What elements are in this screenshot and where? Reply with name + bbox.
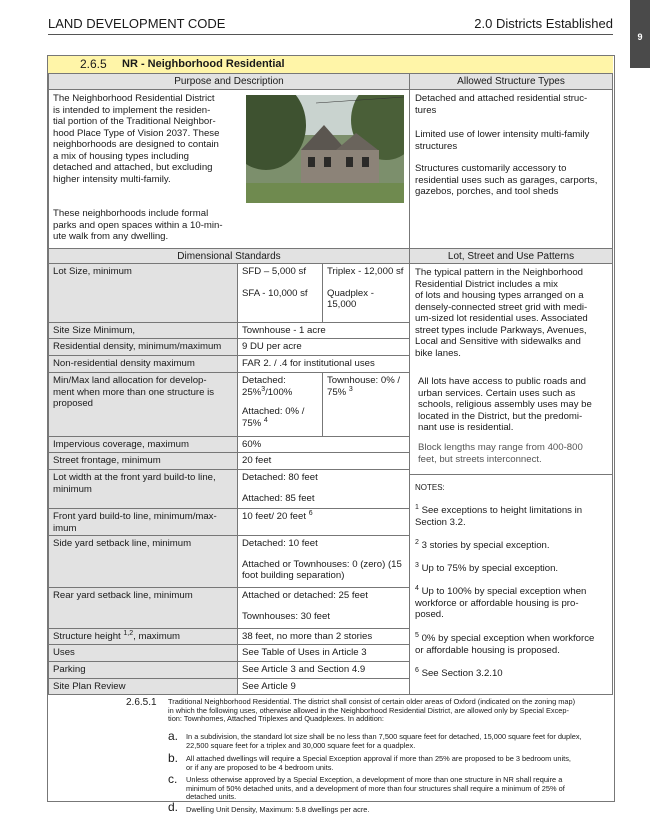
- row-res-density-label: Residential density, minimum/maximum: [48, 338, 238, 356]
- item-a-letter: a.: [168, 729, 179, 743]
- row-frontage-label: Street frontage, minimum: [48, 452, 238, 470]
- note-1: $^1$ See exceptions to height limitations in Section 3.2.: [415, 503, 583, 528]
- allowed-item-3: Structures customarily accessory to residential uses such as garages, carports, gazebos, porches, and tool sheds: [415, 163, 598, 197]
- row-impervious-label: Impervious coverage, maximum: [48, 436, 238, 453]
- item-c-text: Unless otherwise approved by a Special Exception, a development of more than one structure in NR shall require a minimum of 50% detached units, and a development of more than four structures shall require a minimum of 25% of detached units.: [186, 775, 565, 802]
- row-lot-width-value: Detached: 80 feet Attached: 85 feet: [237, 469, 410, 509]
- row-lot-width-label: Lot width at the front yard build-to line, minimum: [48, 469, 238, 509]
- subsection-number: 2.6.5.1: [126, 697, 157, 708]
- allowed-item-1: Detached and attached residential struc- tures: [415, 93, 588, 116]
- purpose-paragraph-1: The Neighborhood Residential District is intended to implement the residen- tial portion of the Traditional Neighbor- hood Place Type of Vision 2037. These neighborhoods are designed to contain a mix of housing types including detached and attached, but excluding higher intensity multi-family.: [53, 93, 220, 185]
- purpose-paragraph-2: These neighborhoods include formal parks and open spaces within a 10-min- ute walk from any dwelling.: [53, 208, 223, 242]
- row-frontage-value: 20 feet: [237, 452, 410, 470]
- allowed-item-2: Limited use of lower intensity multi-family structures: [415, 129, 590, 152]
- row-side-yard-value: Detached: 10 feet Attached or Townhouses: 0 (zero) (15 foot building separation): [237, 535, 410, 588]
- row-rear-yard-label: Rear yard setback line, minimum: [48, 587, 238, 629]
- row-nonres-density-label: Non-residential density maximum: [48, 355, 238, 373]
- row-side-yard-label: Side yard setback line, minimum: [48, 535, 238, 588]
- allowed-heading: Allowed Structure Types: [409, 73, 613, 90]
- row-site-size-value: Townhouse - 1 acre: [237, 322, 410, 339]
- item-d-text: Dwelling Unit Density, Maximum: 5.8 dwellings per acre.: [186, 805, 370, 814]
- row-site-plan-label: Site Plan Review: [48, 678, 238, 695]
- row-uses-label: Uses: [48, 644, 238, 662]
- page-number: 9: [637, 32, 643, 42]
- purpose-heading: Purpose and Description: [48, 73, 410, 90]
- note-6: $^6$ See Section 3.2.10: [415, 666, 503, 679]
- patterns-paragraph-2: All lots have access to public roads and urban services. Certain uses such as schools, religious assembly uses may be located in the District, but the predomi- nant use is residential.: [418, 376, 592, 433]
- row-parking-value: See Article 3 and Section 4.9: [237, 661, 410, 679]
- row-front-yard-label: Front yard build-to line, minimum/max- imum: [48, 508, 238, 536]
- row-site-size-label: Site Size Minimum,: [48, 322, 238, 339]
- dimensional-heading: Dimensional Standards: [48, 248, 410, 264]
- house-photo: [246, 95, 404, 203]
- row-nonres-density-value: FAR 2. / .4 for institutional uses: [237, 355, 410, 373]
- header-left: LAND DEVELOPMENT CODE: [48, 16, 226, 31]
- note-4: $^4$ Up to 100% by special exception when workforce or affordable housing is pro- posed.: [415, 584, 587, 620]
- row-height-label: Structure height $^{1,2}$, maximum: [48, 628, 238, 645]
- patterns-paragraph-3: Block lengths may range from 400-800 feet, but streets interconnect.: [418, 442, 583, 465]
- page-header: [48, 14, 613, 35]
- item-c-letter: c.: [168, 772, 178, 786]
- notes-heading: NOTES:: [415, 483, 445, 492]
- section-title-bar: [48, 56, 613, 74]
- row-allocation-label: Min/Max land allocation for develop- ment when more than one structure is proposed: [48, 372, 238, 437]
- row-site-plan-value: See Article 9: [237, 678, 410, 695]
- row-lot-size-a: SFD – 5,000 sf SFA - 10,000 sf: [237, 263, 323, 323]
- row-rear-yard-value: Attached or detached: 25 feet Townhouses: 30 feet: [237, 587, 410, 629]
- item-d-letter: d.: [168, 800, 179, 814]
- row-lot-size-b: Triplex - 12,000 sf Quadplex - 15,000: [322, 263, 410, 323]
- header-right: 2.0 Districts Established: [474, 16, 613, 31]
- item-b-letter: b.: [168, 751, 179, 765]
- row-lot-size-label: Lot Size, minimum: [48, 263, 238, 323]
- row-parking-label: Parking: [48, 661, 238, 679]
- row-allocation-a: Detached: 25%$^3$/100% Attached: 0% / 75% $^4$: [237, 372, 323, 437]
- row-front-yard-value: 10 feet/ 20 feet $^6$: [237, 508, 410, 536]
- subsection-intro: Traditional Neighborhood Residential. The district shall consist of certain older areas of Oxford (indicated on the zoning map) in which the following uses, otherwise allowed in the Neighborhood Residential District, are allowed only by Special Excep- tion: Townhomes, Attached Triplexes and Quadplexes. In addition:: [168, 697, 576, 724]
- row-res-density-value: 9 DU per acre: [237, 338, 410, 356]
- page-tab: [630, 0, 650, 68]
- row-height-value: 38 feet, no more than 2 stories: [237, 628, 410, 645]
- note-2: $^2$ 3 stories by special exception.: [415, 538, 550, 551]
- section-number: 2.6.5: [80, 57, 107, 71]
- item-b-text: All attached dwellings will require a Special Exception approval if more than 25% are proposed to be 3 bedroom units, or if any are proposed to be 4 bedroom units.: [186, 754, 571, 772]
- item-a-text: In a subdivision, the standard lot size shall be no less than 7,500 square feet for detached, 15,000 square feet for duplex, 22,500 square feet for a triplex and 30,000 square feet for a quadplex.: [186, 732, 582, 750]
- patterns-heading: Lot, Street and Use Patterns: [409, 248, 613, 264]
- row-uses-value: See Table of Uses in Article 3: [237, 644, 410, 662]
- section-name: NR - Neighborhood Residential: [122, 58, 285, 70]
- row-impervious-value: 60%: [237, 436, 410, 453]
- note-5: $^5$ 0% by special exception when workforce or affordable housing is proposed.: [415, 631, 595, 656]
- patterns-paragraph-1: The typical pattern in the Neighborhood Residential District includes a mix of lots and housing types arranged on a densely-connected street grid with medi- um-sized lot residential uses. Associated street types include Parkways, Avenues, Local and Sensitive with sidewalks and bike lanes.: [415, 267, 588, 359]
- note-3: $^3$ Up to 75% by special exception.: [415, 561, 559, 574]
- row-allocation-b: Townhouse: 0% / 75% $^3$: [322, 372, 410, 437]
